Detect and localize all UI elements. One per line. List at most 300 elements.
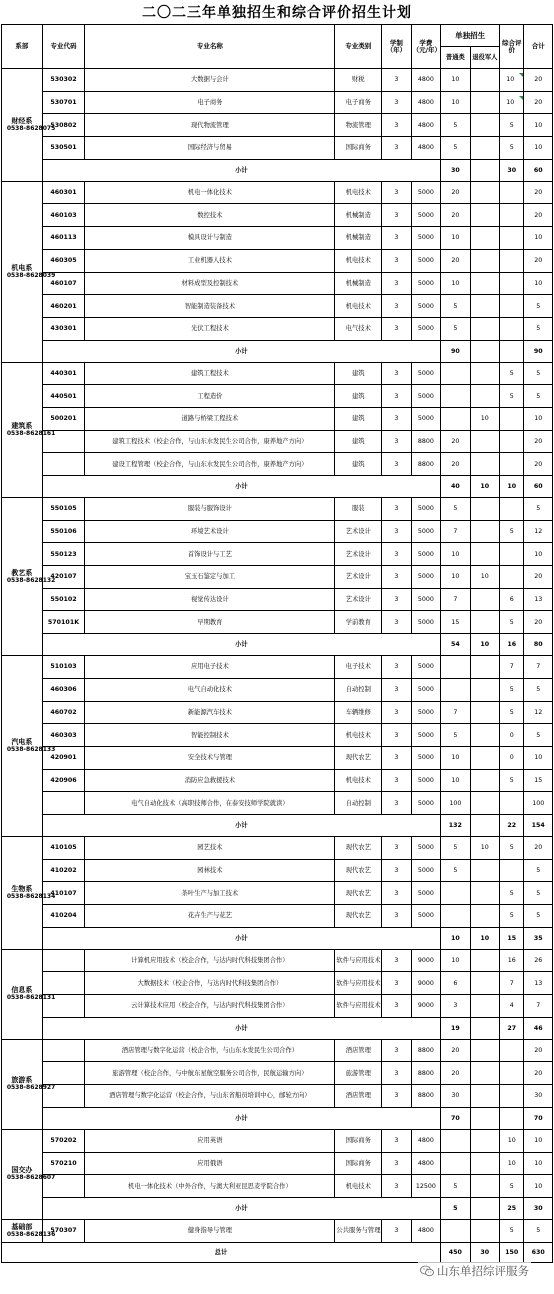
page-title: 二〇二三年单独招生和综合评价招生计划 [142,5,412,21]
major-comp [500,1062,524,1085]
major-name: 旅游管理（校企合作，与中航东星航空服务公司合作，民航运输方向） [85,1062,335,1085]
major-name: 早期教育 [85,611,335,634]
major-comp-value: 5 [509,686,514,694]
major-category: 艺术设计 [335,520,382,543]
major-veteran [470,295,499,318]
major-comp [500,69,524,92]
table-row [2,882,553,905]
subtotal-total: 46 [524,1017,553,1039]
major-fee: 5000 [411,701,440,724]
major-comp [500,724,524,747]
grand-total-total: 630 [524,1242,553,1262]
major-years: 3 [382,1062,411,1085]
major-code [42,1062,85,1085]
major-comp [500,317,524,340]
major-category: 酒店管理 [335,1039,382,1062]
major-name: 道路与桥梁工程技术 [85,407,335,430]
major-name: 工程造价 [85,385,335,408]
major-name: 首饰设计与工艺 [85,543,335,566]
major-comp-value: 5 [509,121,514,129]
subtotal-row [2,159,553,181]
major-veteran [470,769,499,792]
major-name: 应用英语 [85,1129,335,1152]
major-category: 机电技术 [335,724,382,747]
major-years: 3 [382,566,411,589]
major-veteran [470,882,499,905]
major-total: 5 [524,385,553,408]
major-code: 460201 [42,295,85,318]
major-years: 3 [382,317,411,340]
major-category: 电气技术 [335,317,382,340]
major-name: 应用俄语 [85,1152,335,1175]
major-name: 电气自动化技术（高职技师合作，在泰安技师学院就读） [85,792,335,815]
major-code: 570210 [42,1152,85,1175]
major-fee: 5000 [411,520,440,543]
major-category: 旅游管理 [335,1062,382,1085]
major-fee: 12500 [411,1175,440,1198]
subtotal-label: 小计 [42,1107,440,1129]
major-comp-value: 5 [509,1182,514,1190]
major-code: 420906 [42,769,85,792]
major-years: 3 [382,453,411,476]
subtotal-row [2,1107,553,1129]
major-comp [500,588,524,611]
major-general [441,656,470,679]
major-name: 大数据与会计 [85,69,335,92]
major-total: 5 [524,295,553,318]
major-name: 国际经济与贸易 [85,137,335,160]
major-fee: 9000 [411,972,440,995]
major-total: 7 [524,995,553,1018]
major-total: 13 [524,972,553,995]
major-name: 光伏工程技术 [85,317,335,340]
major-years: 3 [382,1129,411,1152]
dept-phone: 0538-8628136 [6,1230,56,1238]
subtotal-comp [500,340,524,362]
table-row [2,611,553,634]
major-years: 3 [382,137,411,160]
major-veteran [470,114,499,137]
dept-cell [2,1219,56,1242]
major-code: 440301 [42,362,85,385]
table-row [2,1085,553,1108]
major-category: 软件与应用技术 [335,995,382,1018]
major-name: 云计算技术应用（校企合作，与达内时代科技集团合作） [85,995,335,1018]
major-name: 数控技术 [85,204,335,227]
table-row [2,1129,553,1152]
major-category: 现代农艺 [335,836,382,859]
header-code: 专业代码 [42,25,85,69]
header-general: 普通类 [441,47,470,69]
header-category: 专业类别 [335,25,382,69]
major-years: 3 [382,295,411,318]
table-row [2,859,553,882]
table-body [2,25,553,1263]
header-row [2,25,553,47]
major-years: 3 [382,430,411,453]
subtotal-comp: 10 [500,476,524,498]
major-years: 3 [382,792,411,815]
major-total: 10 [524,543,553,566]
major-veteran: 10 [470,407,499,430]
subtotal-total: 80 [524,634,553,656]
major-category: 国际商务 [335,1129,382,1152]
major-veteran [470,1085,499,1108]
dept-cell [2,1129,56,1219]
subtotal-row [2,476,553,498]
major-name: 机电一体化技术（中外合作，与澳大利亚昆思麦学院合作） [85,1175,335,1198]
table-row [2,792,553,815]
table-row [2,181,553,204]
major-total: 5 [524,882,553,905]
subtotal-label: 小计 [42,340,440,362]
major-years: 3 [382,272,411,295]
major-fee: 5000 [411,724,440,747]
major-category: 建筑 [335,430,382,453]
table-row [2,520,553,543]
major-years: 3 [382,588,411,611]
major-fee: 5000 [411,746,440,769]
major-name: 智能控制技术 [85,724,335,747]
dept-name: 财经系 [11,116,33,125]
major-general [441,407,470,430]
major-category: 电子商务 [335,91,382,114]
major-category: 机械制造 [335,204,382,227]
major-category: 机电技术 [335,181,382,204]
major-general: 20 [441,453,470,476]
major-comp [500,949,524,972]
subtotal-label: 小计 [42,1017,440,1039]
major-years: 3 [382,1175,411,1198]
major-category: 机电技术 [335,295,382,318]
major-general: 10 [441,949,470,972]
table-row [2,498,553,521]
major-name: 机电一体化技术 [85,181,335,204]
major-code [42,972,85,995]
subtotal-label: 小计 [42,814,440,836]
major-veteran [470,430,499,453]
major-veteran [470,272,499,295]
major-fee: 9000 [411,949,440,972]
major-code [42,453,85,476]
major-fee: 5000 [411,295,440,318]
major-name: 材料成型及控制技术 [85,272,335,295]
major-years: 3 [382,905,411,928]
major-comp [500,181,524,204]
major-years: 3 [382,859,411,882]
major-comp [500,453,524,476]
major-comp [500,114,524,137]
major-general: 30 [441,1085,470,1108]
major-years: 3 [382,362,411,385]
dept-name: 旅游系 [11,1076,33,1085]
major-comp [500,137,524,160]
major-comp [500,701,524,724]
major-comp-value: 5 [509,618,514,626]
major-name: 计算机应用技术（校企合作，与达内时代科技集团合作） [85,949,335,972]
major-name: 电气自动化技术 [85,678,335,701]
major-years: 3 [382,611,411,634]
dept-phone: 0538-8628134 [6,892,56,900]
table-row [2,137,553,160]
major-veteran [470,859,499,882]
major-years: 3 [382,882,411,905]
major-veteran [470,1152,499,1175]
major-category: 机电技术 [335,769,382,792]
major-comp [500,430,524,453]
major-veteran [470,91,499,114]
major-total: 10 [524,1175,553,1198]
major-comp-value: 5 [509,369,514,377]
major-comp-value: 5 [509,708,514,716]
major-comp [500,385,524,408]
subtotal-general: 132 [441,814,470,836]
subtotal-veteran [470,1107,499,1129]
major-total: 5 [524,362,553,385]
major-total: 7 [524,656,553,679]
major-veteran [470,1129,499,1152]
major-years: 3 [382,69,411,92]
major-name: 服装与服饰设计 [85,498,335,521]
major-veteran [470,792,499,815]
major-name: 茶叶生产与加工技术 [85,882,335,905]
subtotal-label: 小计 [42,1197,440,1219]
major-code: 500201 [42,407,85,430]
major-veteran [470,656,499,679]
major-fee: 5000 [411,656,440,679]
major-total: 10 [524,407,553,430]
major-fee: 8800 [411,1062,440,1085]
major-comp-value: 4 [509,1002,514,1010]
major-code: 460301 [42,181,85,204]
major-category: 车辆维修 [335,701,382,724]
major-code: 420107 [42,566,85,589]
major-total: 20 [524,91,553,114]
major-veteran [470,204,499,227]
major-fee: 5000 [411,905,440,928]
major-total: 5 [524,498,553,521]
major-years: 3 [382,769,411,792]
major-code: 550106 [42,520,85,543]
major-general: 5 [441,498,470,521]
major-veteran: 10 [470,566,499,589]
major-comp-value: 6 [509,596,514,604]
major-years: 3 [382,227,411,250]
major-years: 3 [382,204,411,227]
major-comp [500,836,524,859]
major-category: 现代农艺 [335,905,382,928]
subtotal-total: 30 [524,1197,553,1219]
major-fee: 5000 [411,317,440,340]
table-row [2,317,553,340]
major-code [42,949,85,972]
major-category: 建筑 [335,407,382,430]
major-category: 电子技术 [335,656,382,679]
major-total: 20 [524,453,553,476]
major-veteran [470,520,499,543]
major-fee: 4800 [411,91,440,114]
major-general [441,385,470,408]
major-name: 大数据技术（校企合作，与达内时代科技集团合作） [85,972,335,995]
major-comp [500,249,524,272]
major-fee: 4800 [411,1152,440,1175]
major-general: 5 [441,114,470,137]
major-veteran [470,137,499,160]
major-comp [500,543,524,566]
major-fee: 5000 [411,769,440,792]
table-row [2,1175,553,1198]
major-general: 20 [441,204,470,227]
major-code: 550105 [42,498,85,521]
major-veteran [470,181,499,204]
major-total: 5 [524,678,553,701]
major-years: 3 [382,114,411,137]
major-category: 软件与应用技术 [335,972,382,995]
table-row [2,91,553,114]
table-row [2,769,553,792]
dept-phone: 0538-8628133 [6,746,56,754]
subtotal-veteran: 10 [470,476,499,498]
dept-cell [2,362,56,497]
major-comp [500,995,524,1018]
table-row [2,678,553,701]
major-name: 视觉传达设计 [85,588,335,611]
major-comp [500,1152,524,1175]
major-fee: 8800 [411,1085,440,1108]
major-general: 20 [441,430,470,453]
subtotal-row [2,927,553,949]
header-years: 学制（年） [382,25,411,69]
major-comp [500,905,524,928]
major-comp [500,1219,524,1242]
major-fee: 5000 [411,859,440,882]
major-general: 7 [441,588,470,611]
grand-total-veteran: 30 [470,1242,499,1262]
subtotal-general: 5 [441,1197,470,1219]
subtotal-general: 30 [441,159,470,181]
major-code: 460113 [42,227,85,250]
major-veteran [470,362,499,385]
major-code: 530302 [42,69,85,92]
major-name: 建筑工程技术 [85,362,335,385]
major-comp [500,792,524,815]
table-row [2,69,553,92]
major-code: 550102 [42,588,85,611]
major-general: 10 [441,566,470,589]
header-fee: 学费（元/年） [411,25,440,69]
major-general: 7 [441,701,470,724]
major-comp [500,611,524,634]
major-fee: 4800 [411,69,440,92]
major-name: 工业机器人技术 [85,249,335,272]
major-name: 现代物流管理 [85,114,335,137]
dept-cell [2,498,56,656]
subtotal-row [2,340,553,362]
major-veteran [470,678,499,701]
major-code: 410107 [42,882,85,905]
major-comp [500,295,524,318]
major-years: 3 [382,656,411,679]
subtotal-comp: 30 [500,159,524,181]
major-category: 机械制造 [335,272,382,295]
major-fee: 5000 [411,836,440,859]
dept-phone: 0538-8628132 [6,576,56,584]
table-row [2,272,553,295]
major-general: 20 [441,1039,470,1062]
major-code: 410105 [42,836,85,859]
major-code: 510103 [42,656,85,679]
major-comp-value: 10 [506,76,515,84]
table-row [2,949,553,972]
subtotal-total: 60 [524,476,553,498]
major-general [441,678,470,701]
major-fee: 5000 [411,588,440,611]
major-comp [500,520,524,543]
subtotal-veteran: 10 [470,634,499,656]
grand-total-row [2,1242,553,1262]
major-total: 30 [524,1085,553,1108]
major-general: 5 [441,137,470,160]
major-name: 建设工程管理（校企合作，与山东水发民生公司合作，康养地产方向） [85,453,335,476]
major-fee: 8800 [411,453,440,476]
dept-name: 生物系 [11,884,33,893]
major-comp-value: 5 [509,844,514,852]
subtotal-total: 60 [524,159,553,181]
major-fee: 4800 [411,1219,440,1242]
major-code: 550123 [42,543,85,566]
major-name: 花卉生产与花艺 [85,905,335,928]
major-name: 健身指导与管理 [85,1219,335,1242]
dept-name: 建筑系 [11,421,33,430]
subtotal-comp: 22 [500,814,524,836]
major-code: 440501 [42,385,85,408]
major-general [441,1152,470,1175]
subtotal-row [2,634,553,656]
header-single: 单独招生 [441,25,500,47]
major-veteran [470,453,499,476]
major-code: 460306 [42,678,85,701]
major-general: 5 [441,724,470,747]
subtotal-general: 54 [441,634,470,656]
enrollment-plan-table [1,24,553,1263]
cell-marker-icon [519,96,523,100]
major-category: 现代农艺 [335,882,382,905]
major-comp [500,746,524,769]
table-row [2,204,553,227]
table-row [2,453,553,476]
major-years: 3 [382,181,411,204]
major-total: 20 [524,566,553,589]
major-veteran [470,972,499,995]
major-years: 3 [382,1039,411,1062]
grand-total-comp: 150 [500,1242,524,1262]
major-comp [500,972,524,995]
major-general: 10 [441,769,470,792]
table-row [2,114,553,137]
major-fee: 8800 [411,430,440,453]
major-comp [500,1085,524,1108]
major-fee: 5000 [411,227,440,250]
major-category: 机械制造 [335,227,382,250]
major-years: 3 [382,995,411,1018]
table-row [2,362,553,385]
major-veteran [470,227,499,250]
major-code: 460103 [42,204,85,227]
table-row [2,995,553,1018]
subtotal-veteran [470,1017,499,1039]
header-veteran: 退役军人 [470,47,499,69]
dept-phone: 0538-8628161 [6,429,56,437]
